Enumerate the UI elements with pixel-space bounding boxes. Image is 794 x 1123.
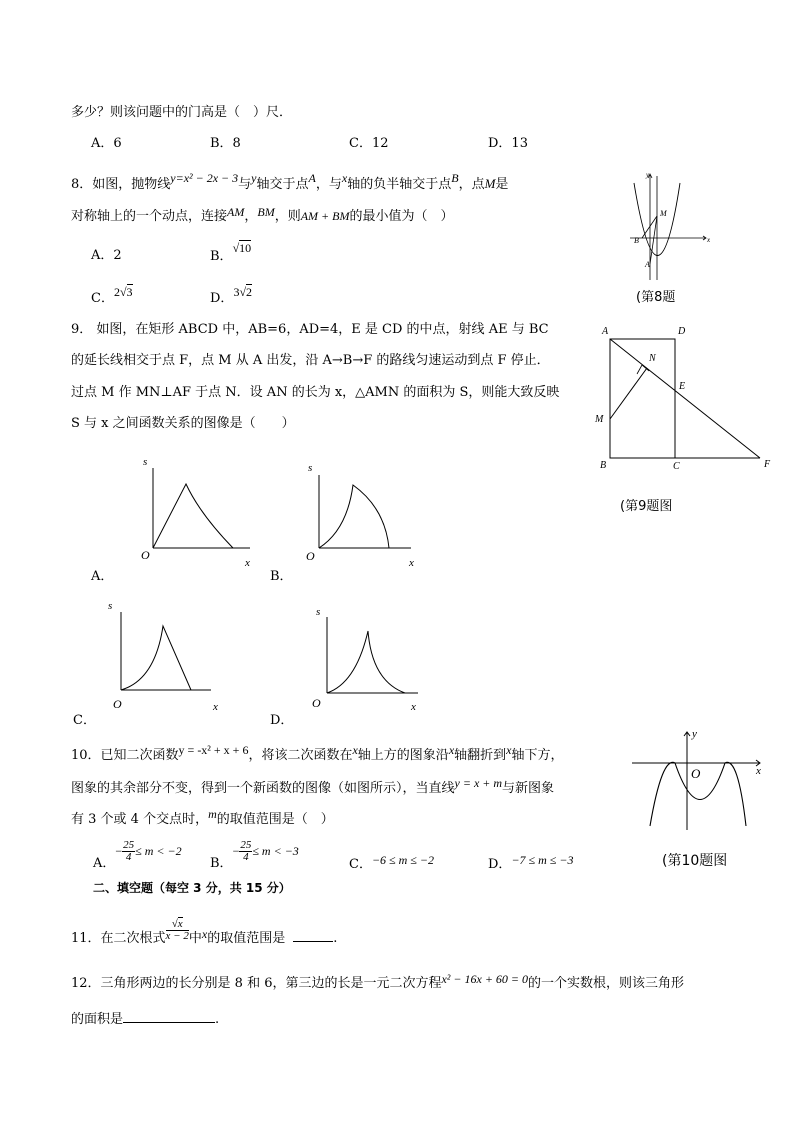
q9-option-b: B． (270, 569, 293, 584)
svg-text:O: O (113, 697, 122, 711)
svg-text:O: O (312, 696, 321, 710)
q10-option-d: D．−7 ≤ m ≤ −3 (488, 853, 574, 872)
q7-option-b: B．8 (210, 136, 241, 151)
q9-graph-b (303, 458, 433, 573)
q7-option-c: C．12 (349, 136, 389, 151)
q8-parabola-figure (620, 168, 720, 288)
q11-line: 11．在二次根式 $\frac{√x}{x - 2}$ 中x的取值范围是 . (71, 918, 338, 946)
svg-text:x: x (245, 557, 250, 569)
q7-option-a: A．6 (91, 136, 122, 151)
svg-text:s: s (143, 456, 148, 468)
q9-label-b: B (600, 460, 607, 471)
q9-graph-c (103, 598, 233, 713)
svg-text:O: O (141, 548, 150, 562)
q12-line1: 12．三角形两边的长分别是 8 和 6，第三边的长是一元二次方程x² − 16x + 60 = 0的一个实数根，则该三角形 (71, 972, 685, 991)
q10-fig-y-label: y (692, 728, 697, 740)
q9-line2: 的延长线相交于点 F，点 M 从 A 出发，沿 A→B→F 的路线匀速运动到点 F 停止． (71, 353, 550, 368)
q10-line3: 有 3 个或 4 个交点时，m的取值范围是（ ） (71, 807, 334, 827)
q8-parabola-eq: y=x² − 2x − 3 (170, 171, 239, 185)
svg-text:x: x (213, 701, 218, 713)
q9-label-d: D (678, 326, 686, 337)
svg-text:s: s (316, 606, 321, 618)
q8-line2: 对称轴上的一个动点，连接AM，BM，则AM + BM的最小值为（ ） (71, 205, 454, 224)
q7-option-d: D．13 (488, 136, 528, 151)
q8-option-d: D．3√2 (210, 285, 253, 306)
q8-line1: 8．如图，抛物线y=x² − 2x − 3与y轴交于点A，与x轴的负半轴交于点B，点M是 (71, 171, 509, 192)
section-2-heading: 二、填空题（每空 3 分，共 15 分） (93, 881, 291, 895)
q10-fig-x-label: x (756, 765, 761, 777)
q9-line3: 过点 M 作 MN⊥AF 于点 N．设 AN 的长为 x，△AMN 的面积为 S，则能大致反映 (71, 385, 560, 400)
q12-line2: 的面积是 . (71, 1012, 220, 1027)
q9-rectangle-figure (590, 320, 780, 475)
q10-fig-origin-label: O (691, 766, 701, 781)
q8-fig-a-label: A (645, 260, 650, 269)
q8-fig-b-label: B (634, 236, 639, 245)
q8-caption: (第8题 (636, 290, 676, 305)
q9-option-c: C． (73, 713, 96, 728)
q11-answer-blank[interactable] (293, 941, 333, 942)
svg-text:O: O (306, 549, 315, 563)
q12-answer-blank[interactable] (123, 1022, 215, 1023)
q10-line2: 图象的其余部分不变，得到一个新函数的图像（如图所示），当直线y = x + m与新图象 (71, 776, 555, 796)
svg-text:s: s (108, 600, 113, 612)
svg-text:x: x (409, 557, 414, 569)
q9-label-e: E (679, 381, 686, 392)
q10-option-a: A．− $\frac{25}{4}$ ≤ m < −2 (93, 839, 182, 871)
q10-option-b: B．− $\frac{25}{4}$ ≤ m < −3 (210, 839, 299, 871)
q10-graph-figure (630, 726, 770, 834)
q9-option-a: A． (91, 569, 114, 584)
q9-caption: (第9题图 (620, 499, 673, 514)
q9-line4: S 与 x 之间函数关系的图像是（ ） (71, 416, 295, 431)
q9-label-a: A (602, 326, 609, 337)
q9-graph-d (310, 603, 440, 713)
svg-text:x: x (411, 701, 416, 713)
q8-option-b: B．√10 (210, 241, 252, 264)
q7-tail: 多少？则该问题中的门高是（ ）尺． (71, 105, 293, 120)
svg-text:s: s (308, 462, 313, 474)
q8-fig-x-label: x (707, 236, 711, 244)
q8-option-a: A．2 (91, 248, 122, 263)
q9-graph-a (138, 452, 268, 572)
q9-label-m: M (595, 414, 604, 425)
q8-fig-y-label: y (646, 171, 650, 179)
q9-label-n: N (649, 353, 656, 364)
q8-option-c: C．2√3 (91, 285, 133, 306)
q10-line1: 10．已知二次函数y = -x² + x + 6，将该二次函数在x轴上方的图象沿x轴翻折到x轴下方， (71, 743, 564, 763)
q9-line1: 9． 如图，在矩形 ABCD 中，AB=6，AD=4，E 是 CD 的中点，射线 AE 与 BC (71, 322, 549, 337)
q9-label-f: F (764, 459, 771, 470)
q9-label-c: C (673, 461, 680, 472)
q10-option-c: C．−6 ≤ m ≤ −2 (349, 853, 434, 872)
q10-caption: (第10题图 (662, 853, 728, 869)
q9-option-d: D． (270, 713, 294, 728)
q8-fig-m-label: M (660, 209, 667, 218)
